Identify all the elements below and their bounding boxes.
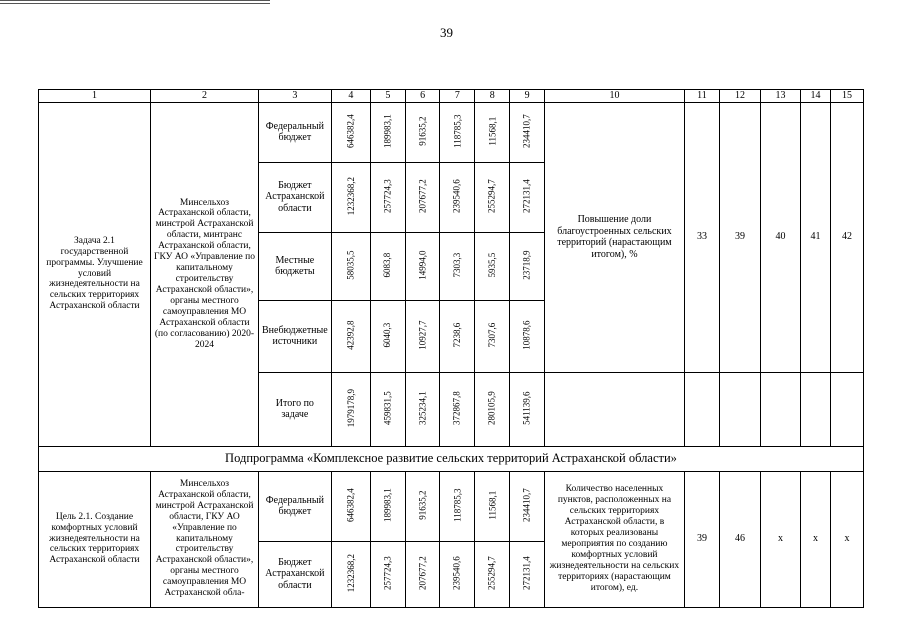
value-cell: 280105,9 xyxy=(475,372,510,446)
value-cell: 7238,6 xyxy=(440,300,475,372)
executors-cell: Минсельхоз Астраханской области, минстрой Астраханской области, ГКУ АО «Управление по капитальному строительству Астраханской области», органы местного самоуправления МО Астраханской обла- xyxy=(151,471,259,607)
col-header: 5 xyxy=(370,90,405,103)
col-header: 1 xyxy=(39,90,151,103)
indicator-cell: Количество населенных пунктов, расположенных на сельских территориях Астраханской области, в которых реализованы мероприятия по созданию комфортных условий жизнедеятельности на сельских территориях (нарастающим итогом), ед. xyxy=(544,471,684,607)
value-cell: 5935,5 xyxy=(475,232,510,300)
value-cell: 10927,7 xyxy=(405,300,440,372)
value-cell: 1979178,9 xyxy=(331,372,370,446)
source-cell: Федеральный бюджет xyxy=(259,471,332,541)
source-cell: Бюджет Астраханской области xyxy=(259,162,332,232)
value-cell: 255294,7 xyxy=(475,541,510,607)
target-cell: 33 xyxy=(684,102,719,372)
col-header: 3 xyxy=(259,90,332,103)
col-header: 7 xyxy=(440,90,475,103)
target-cell: х xyxy=(800,471,830,607)
target-cell: 39 xyxy=(684,471,719,607)
program-table xyxy=(38,89,864,608)
target-cell: 40 xyxy=(760,102,800,372)
value-cell: 646382,4 xyxy=(331,471,370,541)
value-cell: 372867,8 xyxy=(440,372,475,446)
value-cell: 1232368,2 xyxy=(331,541,370,607)
empty-cell xyxy=(830,372,863,446)
section-row xyxy=(39,446,864,471)
value-cell: 189983,1 xyxy=(370,102,405,162)
value-cell: 207677,2 xyxy=(405,541,440,607)
col-header: 8 xyxy=(475,90,510,103)
col-header: 12 xyxy=(719,90,760,103)
target-cell: х xyxy=(760,471,800,607)
value-cell: 459831,5 xyxy=(370,372,405,446)
value-cell: 6040,3 xyxy=(370,300,405,372)
value-cell: 6083,8 xyxy=(370,232,405,300)
executors-cell: Минсельхоз Астраханской области, минстрой Астраханской области, минтранс Астраханской области, ГКУ АО «Управление по капитальному строительству Астраханской области», органы местного самоуправления МО Астраханской области (по согласованию) 2020-2024 xyxy=(151,102,259,446)
col-header: 4 xyxy=(331,90,370,103)
col-header: 15 xyxy=(830,90,863,103)
value-cell: 272131,4 xyxy=(510,162,545,232)
value-cell: 272131,4 xyxy=(510,541,545,607)
target-cell: 41 xyxy=(800,102,830,372)
col-header: 9 xyxy=(510,90,545,103)
source-cell: Внебюджетные источники xyxy=(259,300,332,372)
value-cell: 257724,3 xyxy=(370,162,405,232)
col-header: 6 xyxy=(405,90,440,103)
value-cell: 11568,1 xyxy=(475,471,510,541)
value-cell: 42392,8 xyxy=(331,300,370,372)
col-header: 13 xyxy=(760,90,800,103)
table-row xyxy=(39,471,864,541)
value-cell: 257724,3 xyxy=(370,541,405,607)
source-cell: Бюджет Астраханской области xyxy=(259,541,332,607)
value-cell: 541139,6 xyxy=(510,372,545,446)
value-cell: 234410,7 xyxy=(510,102,545,162)
value-cell: 14994,0 xyxy=(405,232,440,300)
value-cell: 189983,1 xyxy=(370,471,405,541)
value-cell: 7307,6 xyxy=(475,300,510,372)
value-cell: 7303,3 xyxy=(440,232,475,300)
target-cell: х xyxy=(830,471,863,607)
target-cell: 46 xyxy=(719,471,760,607)
source-cell: Федеральный бюджет xyxy=(259,102,332,162)
target-cell: 39 xyxy=(719,102,760,372)
value-cell: 11568,1 xyxy=(475,102,510,162)
col-header: 10 xyxy=(544,90,684,103)
value-cell: 118785,3 xyxy=(440,102,475,162)
col-header: 14 xyxy=(800,90,830,103)
scan-artifact-lines xyxy=(0,0,270,6)
goal-cell: Цель 2.1. Создание комфортных условий жизнедеятельности на сельских территориях Астраханской области xyxy=(39,471,151,607)
header-row xyxy=(39,90,864,103)
empty-cell xyxy=(684,372,719,446)
empty-cell xyxy=(719,372,760,446)
value-cell: 10878,6 xyxy=(510,300,545,372)
value-cell: 239540,6 xyxy=(440,162,475,232)
value-cell: 118785,3 xyxy=(440,471,475,541)
subprogram-title: Подпрограмма «Комплексное развитие сельских территорий Астраханской области» xyxy=(39,446,864,471)
indicator-cell: Повышение доли благоустроенных сельских территорий (нарастающим итогом), % xyxy=(544,102,684,372)
table-row xyxy=(39,102,864,162)
col-header: 11 xyxy=(684,90,719,103)
source-cell: Итого по задаче xyxy=(259,372,332,446)
empty-cell xyxy=(800,372,830,446)
col-header: 2 xyxy=(151,90,259,103)
task-cell: Задача 2.1 государственной программы. Улучшение условий жизнедеятельности на сельских территориях Астраханской области xyxy=(39,102,151,446)
value-cell: 1232368,2 xyxy=(331,162,370,232)
value-cell: 207677,2 xyxy=(405,162,440,232)
value-cell: 23718,9 xyxy=(510,232,545,300)
value-cell: 239540,6 xyxy=(440,541,475,607)
value-cell: 91635,2 xyxy=(405,471,440,541)
empty-cell xyxy=(544,372,684,446)
page-number: 39 xyxy=(440,25,453,40)
value-cell: 646382,4 xyxy=(331,102,370,162)
value-cell: 234410,7 xyxy=(510,471,545,541)
target-cell: 42 xyxy=(830,102,863,372)
value-cell: 255294,7 xyxy=(475,162,510,232)
source-cell: Местные бюджеты xyxy=(259,232,332,300)
empty-cell xyxy=(760,372,800,446)
value-cell: 91635,2 xyxy=(405,102,440,162)
value-cell: 58035,5 xyxy=(331,232,370,300)
value-cell: 325234,1 xyxy=(405,372,440,446)
